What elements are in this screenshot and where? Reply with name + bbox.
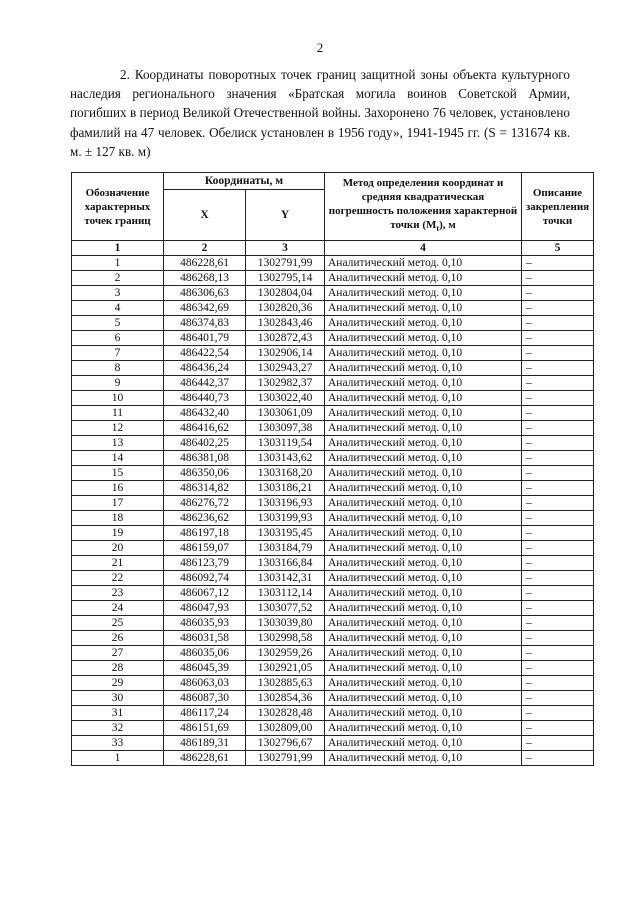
table-row <box>72 751 594 766</box>
table-row <box>72 451 594 466</box>
cell-point: 6 <box>72 331 164 346</box>
cell-x: 486442,37 <box>164 376 246 391</box>
table-row <box>72 556 594 571</box>
cell-description: – <box>522 286 594 301</box>
table-row <box>72 601 594 616</box>
table-row <box>72 286 594 301</box>
cell-x: 486314,82 <box>164 481 246 496</box>
header-y: Y <box>246 190 325 241</box>
header-description: Описание закрепления точки <box>522 173 594 241</box>
cell-x: 486276,72 <box>164 496 246 511</box>
cell-x: 486063,03 <box>164 676 246 691</box>
cell-method: Аналитический метод. 0,10 <box>325 646 522 661</box>
cell-y: 1302795,14 <box>246 271 325 286</box>
cell-y: 1302854,36 <box>246 691 325 706</box>
cell-x: 486228,61 <box>164 751 246 766</box>
cell-x: 486401,79 <box>164 331 246 346</box>
table-row <box>72 631 594 646</box>
cell-point: 3 <box>72 286 164 301</box>
table-row <box>72 691 594 706</box>
cell-description: – <box>522 421 594 436</box>
cell-y: 1302804,04 <box>246 286 325 301</box>
cell-y: 1303039,80 <box>246 616 325 631</box>
cell-description: – <box>522 601 594 616</box>
cell-description: – <box>522 301 594 316</box>
cell-y: 1302885,63 <box>246 676 325 691</box>
cell-point: 19 <box>72 526 164 541</box>
cell-x: 486151,69 <box>164 721 246 736</box>
cell-x: 486436,24 <box>164 361 246 376</box>
cell-method: Аналитический метод. 0,10 <box>325 601 522 616</box>
table-row <box>72 706 594 721</box>
cell-point: 1 <box>72 256 164 271</box>
cell-x: 486350,06 <box>164 466 246 481</box>
cell-y: 1303186,21 <box>246 481 325 496</box>
header-x: X <box>164 190 246 241</box>
cell-point: 14 <box>72 451 164 466</box>
cell-y: 1303022,40 <box>246 391 325 406</box>
cell-method: Аналитический метод. 0,10 <box>325 256 522 271</box>
cell-point: 21 <box>72 556 164 571</box>
cell-y: 1303143,62 <box>246 451 325 466</box>
cell-description: – <box>522 736 594 751</box>
cell-y: 1302943,27 <box>246 361 325 376</box>
cell-x: 486228,61 <box>164 256 246 271</box>
cell-point: 16 <box>72 481 164 496</box>
cell-description: – <box>522 346 594 361</box>
cell-method: Аналитический метод. 0,10 <box>325 721 522 736</box>
header-point: Обозначение характерных точек границ <box>72 173 164 241</box>
cell-method: Аналитический метод. 0,10 <box>325 406 522 421</box>
table-row <box>72 436 594 451</box>
cell-point: 27 <box>72 646 164 661</box>
table-row <box>72 541 594 556</box>
cell-x: 486268,13 <box>164 271 246 286</box>
table-row <box>72 496 594 511</box>
cell-description: – <box>522 571 594 586</box>
table-row <box>72 316 594 331</box>
cell-y: 1303168,20 <box>246 466 325 481</box>
table-header <box>72 173 594 256</box>
cell-x: 486092,74 <box>164 571 246 586</box>
column-number: 3 <box>246 241 325 256</box>
cell-point: 29 <box>72 676 164 691</box>
table-row <box>72 376 594 391</box>
cell-point: 15 <box>72 466 164 481</box>
cell-method: Аналитический метод. 0,10 <box>325 346 522 361</box>
cell-y: 1302796,67 <box>246 736 325 751</box>
cell-description: – <box>522 646 594 661</box>
header-method: Метод определения координат и средняя квадратическая погрешность положения характерной точки $(M_t)$, м <box>325 173 522 241</box>
cell-y: 1303061,09 <box>246 406 325 421</box>
cell-description: – <box>522 256 594 271</box>
cell-point: 7 <box>72 346 164 361</box>
cell-method: Аналитический метод. 0,10 <box>325 586 522 601</box>
cell-method: Аналитический метод. 0,10 <box>325 466 522 481</box>
cell-y: 1302921,05 <box>246 661 325 676</box>
table-row <box>72 361 594 376</box>
cell-point: 10 <box>72 391 164 406</box>
cell-y: 1303142,31 <box>246 571 325 586</box>
cell-method: Аналитический метод. 0,10 <box>325 661 522 676</box>
cell-x: 486045,39 <box>164 661 246 676</box>
table-row <box>72 301 594 316</box>
cell-method: Аналитический метод. 0,10 <box>325 751 522 766</box>
cell-method: Аналитический метод. 0,10 <box>325 691 522 706</box>
cell-point: 5 <box>72 316 164 331</box>
cell-description: – <box>522 436 594 451</box>
table-row <box>72 466 594 481</box>
cell-y: 1302820,36 <box>246 301 325 316</box>
cell-x: 486159,07 <box>164 541 246 556</box>
cell-y: 1302872,43 <box>246 331 325 346</box>
cell-x: 486197,18 <box>164 526 246 541</box>
cell-method: Аналитический метод. 0,10 <box>325 496 522 511</box>
cell-method: Аналитический метод. 0,10 <box>325 526 522 541</box>
cell-x: 486035,93 <box>164 616 246 631</box>
cell-x: 486047,93 <box>164 601 246 616</box>
cell-point: 24 <box>72 601 164 616</box>
cell-x: 486432,40 <box>164 406 246 421</box>
cell-description: – <box>522 376 594 391</box>
cell-point: 11 <box>72 406 164 421</box>
table-row <box>72 406 594 421</box>
cell-x: 486035,06 <box>164 646 246 661</box>
cell-method: Аналитический метод. 0,10 <box>325 706 522 721</box>
cell-point: 18 <box>72 511 164 526</box>
cell-y: 1302982,37 <box>246 376 325 391</box>
cell-point: 9 <box>72 376 164 391</box>
cell-y: 1303119,54 <box>246 436 325 451</box>
cell-y: 1302843,46 <box>246 316 325 331</box>
cell-x: 486123,79 <box>164 556 246 571</box>
cell-y: 1302959,26 <box>246 646 325 661</box>
cell-x: 486306,63 <box>164 286 246 301</box>
cell-description: – <box>522 361 594 376</box>
cell-x: 486031,58 <box>164 631 246 646</box>
cell-description: – <box>522 316 594 331</box>
table-row <box>72 391 594 406</box>
cell-point: 13 <box>72 436 164 451</box>
cell-method: Аналитический метод. 0,10 <box>325 436 522 451</box>
cell-y: 1303184,79 <box>246 541 325 556</box>
cell-y: 1303166,84 <box>246 556 325 571</box>
cell-y: 1302998,58 <box>246 631 325 646</box>
cell-point: 2 <box>72 271 164 286</box>
cell-y: 1303199,93 <box>246 511 325 526</box>
cell-method: Аналитический метод. 0,10 <box>325 301 522 316</box>
cell-method: Аналитический метод. 0,10 <box>325 556 522 571</box>
cell-description: – <box>522 481 594 496</box>
column-number-row <box>72 241 594 256</box>
table-row <box>72 616 594 631</box>
cell-x: 486117,24 <box>164 706 246 721</box>
cell-description: – <box>522 691 594 706</box>
cell-description: – <box>522 511 594 526</box>
cell-y: 1303077,52 <box>246 601 325 616</box>
table-row <box>72 331 594 346</box>
cell-method: Аналитический метод. 0,10 <box>325 511 522 526</box>
column-number: 5 <box>522 241 594 256</box>
table-row <box>72 271 594 286</box>
table-row <box>72 256 594 271</box>
cell-description: – <box>522 541 594 556</box>
section-heading-text: 2. Координаты поворотных точек границ защитной зоны объекта культурного наследия регионального значения «Братская могила воинов Советской Армии, погибших в период Великой Отечественной войны. Захоронено 76 человек, установлено фамилий на 47 человек. Обелиск установлен в 1956 году», 1941-1945 гг. (S = 131674 кв. м. ± 127 кв. м) <box>70 67 570 159</box>
cell-description: – <box>522 526 594 541</box>
cell-method: Аналитический метод. 0,10 <box>325 361 522 376</box>
cell-point: 26 <box>72 631 164 646</box>
cell-description: – <box>522 631 594 646</box>
cell-y: 1302906,14 <box>246 346 325 361</box>
header-coords: Координаты, м <box>164 173 325 190</box>
cell-point: 23 <box>72 586 164 601</box>
table-row <box>72 526 594 541</box>
cell-method: Аналитический метод. 0,10 <box>325 631 522 646</box>
cell-description: – <box>522 676 594 691</box>
cell-point: 1 <box>72 751 164 766</box>
cell-point: 4 <box>72 301 164 316</box>
cell-description: – <box>522 661 594 676</box>
cell-description: – <box>522 706 594 721</box>
cell-x: 486189,31 <box>164 736 246 751</box>
cell-method: Аналитический метод. 0,10 <box>325 376 522 391</box>
cell-description: – <box>522 331 594 346</box>
page-number: 2 <box>316 40 324 55</box>
cell-x: 486422,54 <box>164 346 246 361</box>
column-number: 2 <box>164 241 246 256</box>
cell-description: – <box>522 466 594 481</box>
cell-description: – <box>522 391 594 406</box>
cell-point: 33 <box>72 736 164 751</box>
cell-y: 1303195,45 <box>246 526 325 541</box>
table-row <box>72 676 594 691</box>
cell-method: Аналитический метод. 0,10 <box>325 541 522 556</box>
section-heading <box>70 65 570 161</box>
cell-y: 1303097,38 <box>246 421 325 436</box>
cell-point: 25 <box>72 616 164 631</box>
cell-method: Аналитический метод. 0,10 <box>325 271 522 286</box>
cell-y: 1302791,99 <box>246 751 325 766</box>
cell-x: 486440,73 <box>164 391 246 406</box>
cell-method: Аналитический метод. 0,10 <box>325 616 522 631</box>
cell-method: Аналитический метод. 0,10 <box>325 316 522 331</box>
cell-y: 1302791,99 <box>246 256 325 271</box>
cell-method: Аналитический метод. 0,10 <box>325 286 522 301</box>
cell-point: 20 <box>72 541 164 556</box>
cell-point: 8 <box>72 361 164 376</box>
cell-description: – <box>522 616 594 631</box>
cell-description: – <box>522 586 594 601</box>
cell-description: – <box>522 406 594 421</box>
cell-point: 12 <box>72 421 164 436</box>
cell-method: Аналитический метод. 0,10 <box>325 331 522 346</box>
cell-y: 1303112,14 <box>246 586 325 601</box>
cell-method: Аналитический метод. 0,10 <box>325 736 522 751</box>
column-number: 4 <box>325 241 522 256</box>
cell-x: 486374,83 <box>164 316 246 331</box>
cell-method: Аналитический метод. 0,10 <box>325 391 522 406</box>
cell-description: – <box>522 496 594 511</box>
table-row <box>72 346 594 361</box>
cell-description: – <box>522 721 594 736</box>
cell-point: 22 <box>72 571 164 586</box>
table-row <box>72 481 594 496</box>
cell-y: 1303196,93 <box>246 496 325 511</box>
cell-description: – <box>522 271 594 286</box>
cell-x: 486381,08 <box>164 451 246 466</box>
table-body <box>72 256 594 766</box>
table-row <box>72 661 594 676</box>
cell-description: – <box>522 451 594 466</box>
cell-y: 1302828,48 <box>246 706 325 721</box>
cell-method: Аналитический метод. 0,10 <box>325 421 522 436</box>
table-row <box>72 646 594 661</box>
cell-x: 486416,62 <box>164 421 246 436</box>
cell-method: Аналитический метод. 0,10 <box>325 451 522 466</box>
cell-point: 17 <box>72 496 164 511</box>
cell-y: 1302809,00 <box>246 721 325 736</box>
column-number: 1 <box>72 241 164 256</box>
cell-point: 31 <box>72 706 164 721</box>
cell-x: 486067,12 <box>164 586 246 601</box>
cell-method: Аналитический метод. 0,10 <box>325 571 522 586</box>
cell-description: – <box>522 751 594 766</box>
table-row <box>72 511 594 526</box>
cell-method: Аналитический метод. 0,10 <box>325 481 522 496</box>
cell-x: 486402,25 <box>164 436 246 451</box>
table-row <box>72 421 594 436</box>
coordinates-table <box>71 172 594 766</box>
cell-point: 28 <box>72 661 164 676</box>
cell-point: 32 <box>72 721 164 736</box>
cell-x: 486236,62 <box>164 511 246 526</box>
cell-point: 30 <box>72 691 164 706</box>
table-row <box>72 721 594 736</box>
cell-x: 486087,30 <box>164 691 246 706</box>
cell-method: Аналитический метод. 0,10 <box>325 676 522 691</box>
cell-x: 486342,69 <box>164 301 246 316</box>
table-row <box>72 571 594 586</box>
cell-description: – <box>522 556 594 571</box>
table-row <box>72 586 594 601</box>
table-row <box>72 736 594 751</box>
